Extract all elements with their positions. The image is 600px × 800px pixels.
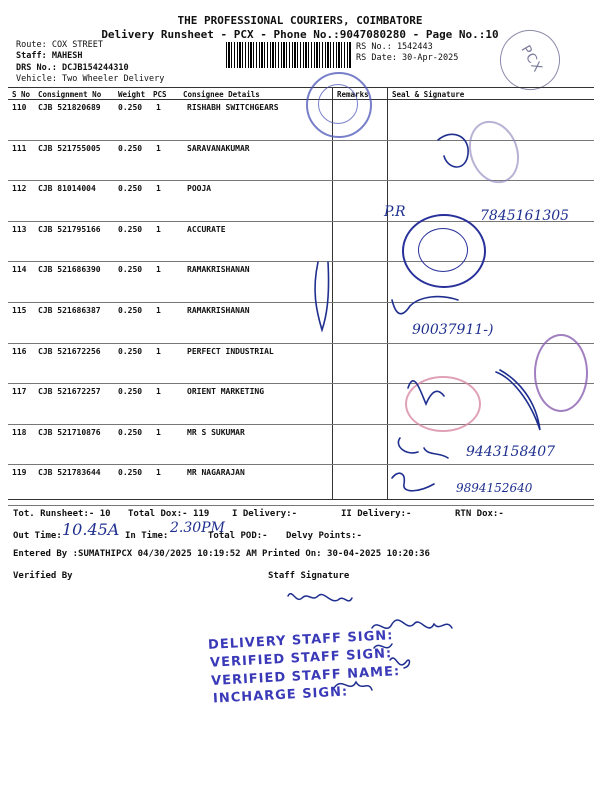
incharge-sign-stamp: INCHARGE SIGN: xyxy=(212,684,349,707)
col-remarks: Remarks xyxy=(337,90,369,99)
cell-weight: 0.250 xyxy=(118,224,143,234)
route-label: Route: COX STREET xyxy=(16,40,103,50)
cell-weight: 0.250 xyxy=(118,427,143,437)
tot-runsheet: Tot. Runsheet:- 10 xyxy=(13,509,111,519)
cell-weight: 0.250 xyxy=(118,184,143,194)
pcx-stamp: PCX xyxy=(489,19,571,101)
cell-consignee: POOJA xyxy=(187,184,212,194)
cell-consignee: MR NAGARAJAN xyxy=(187,468,245,478)
cell-consignee: RISHABH SWITCHGEARS xyxy=(187,103,279,112)
cell-weight: 0.250 xyxy=(118,306,143,315)
delvy-points: Delvy Points:- xyxy=(286,531,362,541)
cell-consignment: CJB 521755005 xyxy=(38,143,101,153)
cell-sno: 111 xyxy=(12,143,27,153)
cell-consignment: CJB 521672257 xyxy=(38,387,101,397)
cell-consignment: CJB 521710876 xyxy=(38,427,101,437)
cell-pcs: 1 xyxy=(156,143,161,153)
cell-weight: 0.250 xyxy=(118,143,143,153)
cell-sno: 116 xyxy=(12,346,27,356)
total-pod: Total POD:- xyxy=(208,531,268,541)
printed-on: Printed On: 30-04-2025 10:20:36 xyxy=(262,549,430,559)
rs-no: RS No.: 1542443 xyxy=(356,42,433,52)
total-dox: Total Dox:- 119 xyxy=(128,509,210,519)
cell-consignee: PERFECT INDUSTRIAL xyxy=(187,346,274,356)
cell-weight: 0.250 xyxy=(118,468,143,478)
cell-sno: 119 xyxy=(12,468,27,478)
rs-date: RS Date: 30-Apr-2025 xyxy=(356,53,459,63)
staff-signature: Staff Signature xyxy=(268,571,350,581)
vehicle-label: Vehicle: Two Wheeler Delivery xyxy=(16,74,165,84)
col-consignment: Consignment No xyxy=(38,90,102,99)
hand-in-time: 2.30PM xyxy=(170,520,225,536)
cell-sno: 115 xyxy=(12,306,27,315)
cell-consignment: CJB 521795166 xyxy=(38,224,101,234)
cell-pcs: 1 xyxy=(156,427,161,437)
cell-pcs: 1 xyxy=(156,306,161,315)
verified-staff-sign-stamp: VERIFIED STAFF SIGN: xyxy=(209,646,393,671)
delivery-staff-sign-stamp: DELIVERY STAFF SIGN: xyxy=(207,628,394,653)
cell-pcs: 1 xyxy=(156,224,161,234)
cell-sno: 114 xyxy=(12,265,27,275)
col-pcs: PCS xyxy=(153,90,167,99)
cell-weight: 0.250 xyxy=(118,265,143,275)
col-weight: Weight xyxy=(118,90,146,99)
out-time-label: Out Time: xyxy=(13,531,62,541)
cell-consignee: ACCURATE xyxy=(187,224,226,234)
verified-staff-name-stamp: VERIFIED STAFF NAME: xyxy=(210,664,401,689)
hand-phone-113: 7845161305 xyxy=(480,208,570,224)
cell-consignment: CJB 521820689 xyxy=(38,103,101,112)
cell-pcs: 1 xyxy=(156,265,161,275)
cell-sno: 112 xyxy=(12,184,27,194)
cell-consignment: CJB 521686387 xyxy=(38,306,101,315)
verified-by: Verified By xyxy=(13,571,73,581)
cell-weight: 0.250 xyxy=(118,103,143,112)
cell-sno: 118 xyxy=(12,427,27,437)
cell-consignee: RAMAKRISHANAN xyxy=(187,265,250,275)
in-time-label: In Time: xyxy=(125,531,169,541)
cell-consignee: MR S SUKUMAR xyxy=(187,427,245,437)
runsheet-subtitle: Delivery Runsheet - PCX - Phone No.:9047080280 - Page No.:10 xyxy=(101,28,499,41)
entered-by: Entered By :SUMATHIPCX 04/30/2025 10:19:52 AM xyxy=(13,549,257,559)
cell-sno: 110 xyxy=(12,103,27,112)
cell-consignee: ORIENT MARKETING xyxy=(187,387,265,397)
cell-consignee: RAMAKRISHANAN xyxy=(187,306,250,315)
cell-consignment: CJB 521686390 xyxy=(38,265,101,275)
company-title: THE PROFESSIONAL COURIERS, COIMBATORE xyxy=(177,14,423,27)
ii-delivery: II Delivery:- xyxy=(341,509,412,519)
cell-pcs: 1 xyxy=(156,184,161,194)
cell-pcs: 1 xyxy=(156,468,161,478)
cell-weight: 0.250 xyxy=(118,387,143,397)
hand-initials-113: P.R xyxy=(384,204,406,220)
i-delivery: I Delivery:- xyxy=(232,509,298,519)
hand-phone-115: 90037911-) xyxy=(412,322,494,338)
drs-label: DRS No.: DCJB154244310 xyxy=(16,63,129,73)
hand-out-time: 10.45A xyxy=(62,520,120,539)
cell-pcs: 1 xyxy=(156,387,161,397)
cell-pcs: 1 xyxy=(156,346,161,356)
rtn-dox: RTN Dox:- xyxy=(455,509,504,519)
col-sno: S No xyxy=(12,90,31,99)
cell-consignee: SARAVANAKUMAR xyxy=(187,143,250,153)
staff-label: Staff: MAHESH xyxy=(16,51,83,61)
cell-sno: 117 xyxy=(12,387,27,397)
cell-sno: 113 xyxy=(12,224,27,234)
cell-consignment: CJB 521672256 xyxy=(38,346,101,356)
col-seal: Seal & Signature xyxy=(392,90,465,99)
hand-phone-119: 9894152640 xyxy=(456,481,533,495)
cell-consignment: CJB 81014004 xyxy=(38,184,96,194)
cell-consignment: CJB 521783644 xyxy=(38,468,101,478)
col-consignee: Consignee Details xyxy=(183,90,260,99)
hand-phone-118: 9443158407 xyxy=(466,444,556,460)
cell-pcs: 1 xyxy=(156,103,161,112)
cell-weight: 0.250 xyxy=(118,346,143,356)
